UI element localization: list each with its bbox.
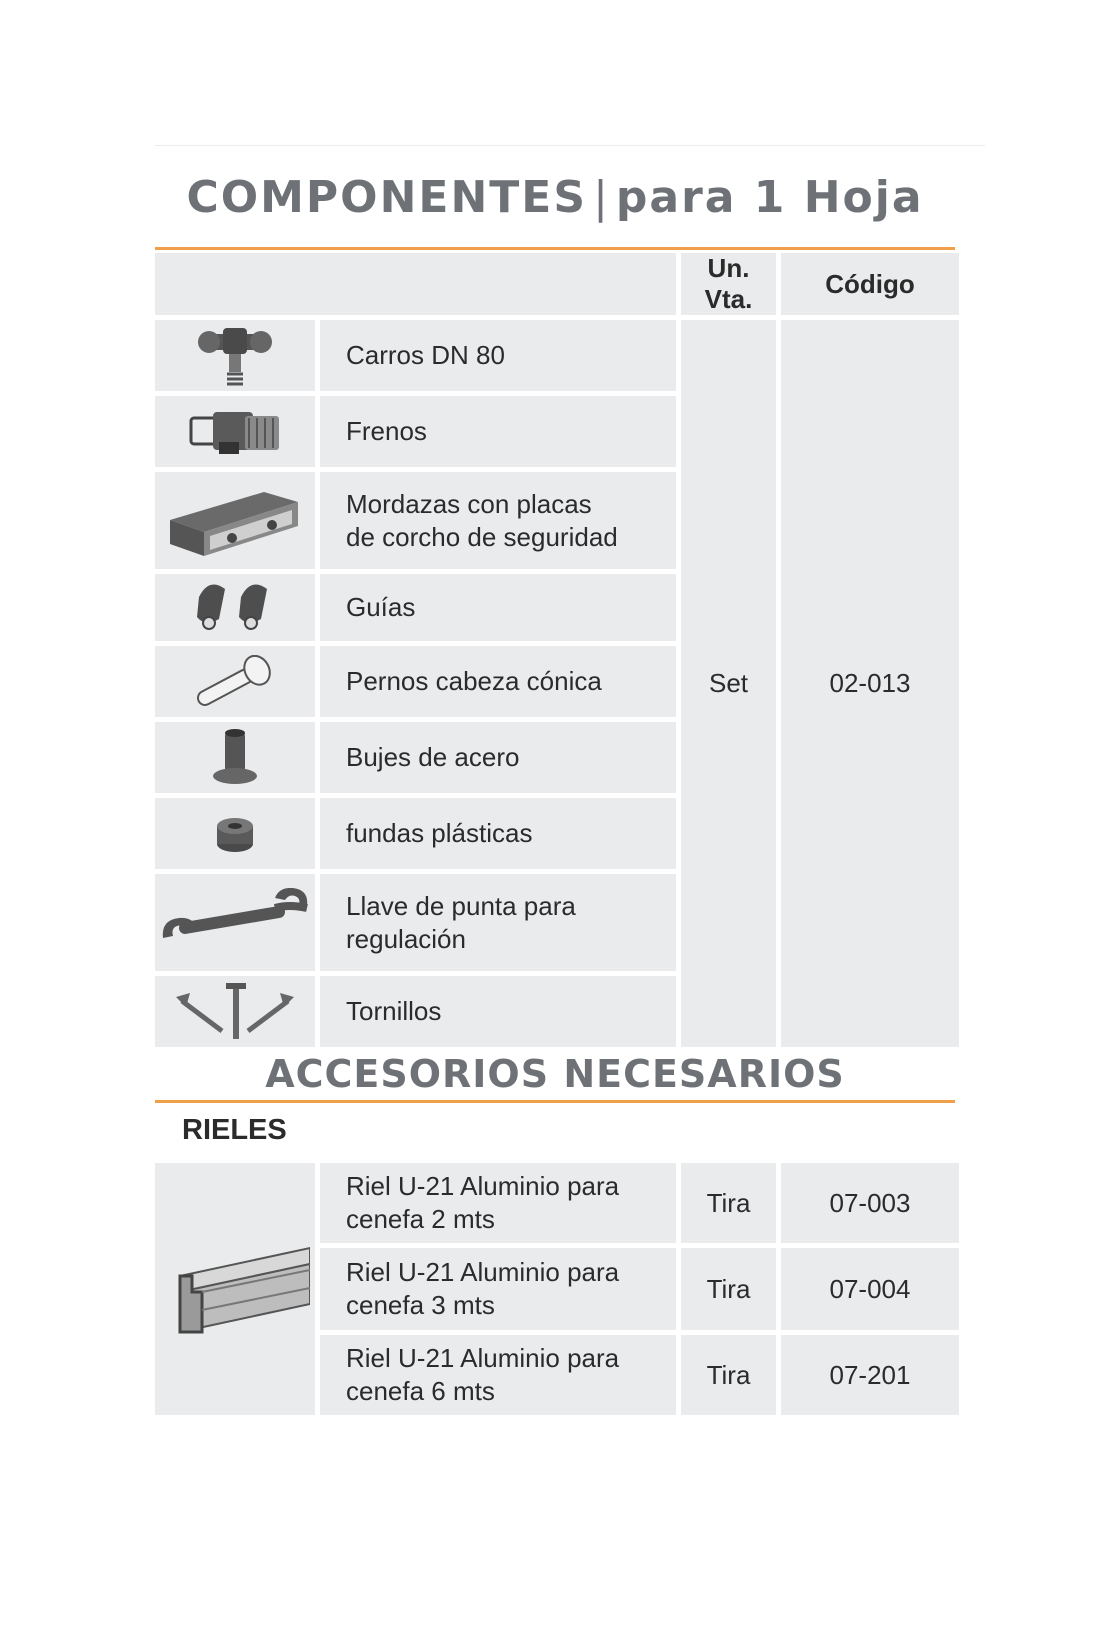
header-blank-cell (155, 253, 676, 315)
item-label: Carros DN 80 (320, 320, 676, 391)
guide-icon (155, 574, 315, 641)
page-title (155, 172, 955, 223)
column-header-unit: Un. Vta. (681, 253, 776, 315)
table-header-row (155, 253, 959, 315)
rail-description-line1: Riel U-21 Aluminio para (346, 1257, 620, 1287)
item-label: Bujes de acero (320, 722, 676, 793)
table-row (155, 320, 959, 391)
rail-description-line1: Riel U-21 Aluminio para (346, 1343, 620, 1373)
item-label (320, 472, 676, 569)
item-label-line1: Llave de punta para (346, 890, 576, 921)
title-separator: | (593, 172, 610, 223)
accessories-underline (155, 1100, 955, 1103)
item-label: Tornillos (320, 976, 676, 1047)
item-label-line1: Mordazas con placas (346, 488, 592, 519)
rail-description (320, 1163, 676, 1243)
rail-unit: Tira (681, 1248, 776, 1330)
rails-subheading: RIELES (182, 1114, 287, 1146)
rail-description-line2: cenefa 3 mts (346, 1290, 495, 1320)
rail-description (320, 1335, 676, 1415)
brake-icon (155, 396, 315, 467)
wrench-icon (155, 874, 315, 971)
components-table (150, 248, 964, 1052)
plastic-sleeve-icon (155, 798, 315, 869)
item-label-line2: regulación (346, 923, 466, 954)
aluminum-rail-icon (155, 1163, 315, 1415)
title-subtitle: para 1 Hoja (615, 172, 924, 223)
title-main: COMPONENTES (186, 172, 588, 223)
rail-unit: Tira (681, 1335, 776, 1415)
rail-code: 07-004 (781, 1248, 959, 1330)
rail-code: 07-201 (781, 1335, 959, 1415)
clamp-plate-icon (155, 472, 315, 569)
rail-description-line2: cenefa 2 mts (346, 1204, 495, 1234)
rails-table (150, 1158, 964, 1420)
item-label-line2: de corcho de seguridad (346, 521, 618, 552)
top-divider (155, 145, 985, 146)
item-label: fundas plásticas (320, 798, 676, 869)
column-header-code: Código (781, 253, 959, 315)
item-label: Frenos (320, 396, 676, 467)
item-label (320, 874, 676, 971)
bolt-icon (155, 646, 315, 717)
table-row (155, 1163, 959, 1243)
item-label: Guías (320, 574, 676, 641)
rail-description-line1: Riel U-21 Aluminio para (346, 1171, 620, 1201)
roller-carriage-icon (155, 320, 315, 391)
rail-description-line2: cenefa 6 mts (346, 1376, 495, 1406)
rail-code: 07-003 (781, 1163, 959, 1243)
code-value: 02-013 (781, 320, 959, 1047)
item-label: Pernos cabeza cónica (320, 646, 676, 717)
unit-value-set: Set (681, 320, 776, 1047)
rail-unit: Tira (681, 1163, 776, 1243)
screws-icon (155, 976, 315, 1047)
accessories-title: ACCESORIOS NECESARIOS (265, 1052, 845, 1096)
rail-description (320, 1248, 676, 1330)
bushing-icon (155, 722, 315, 793)
